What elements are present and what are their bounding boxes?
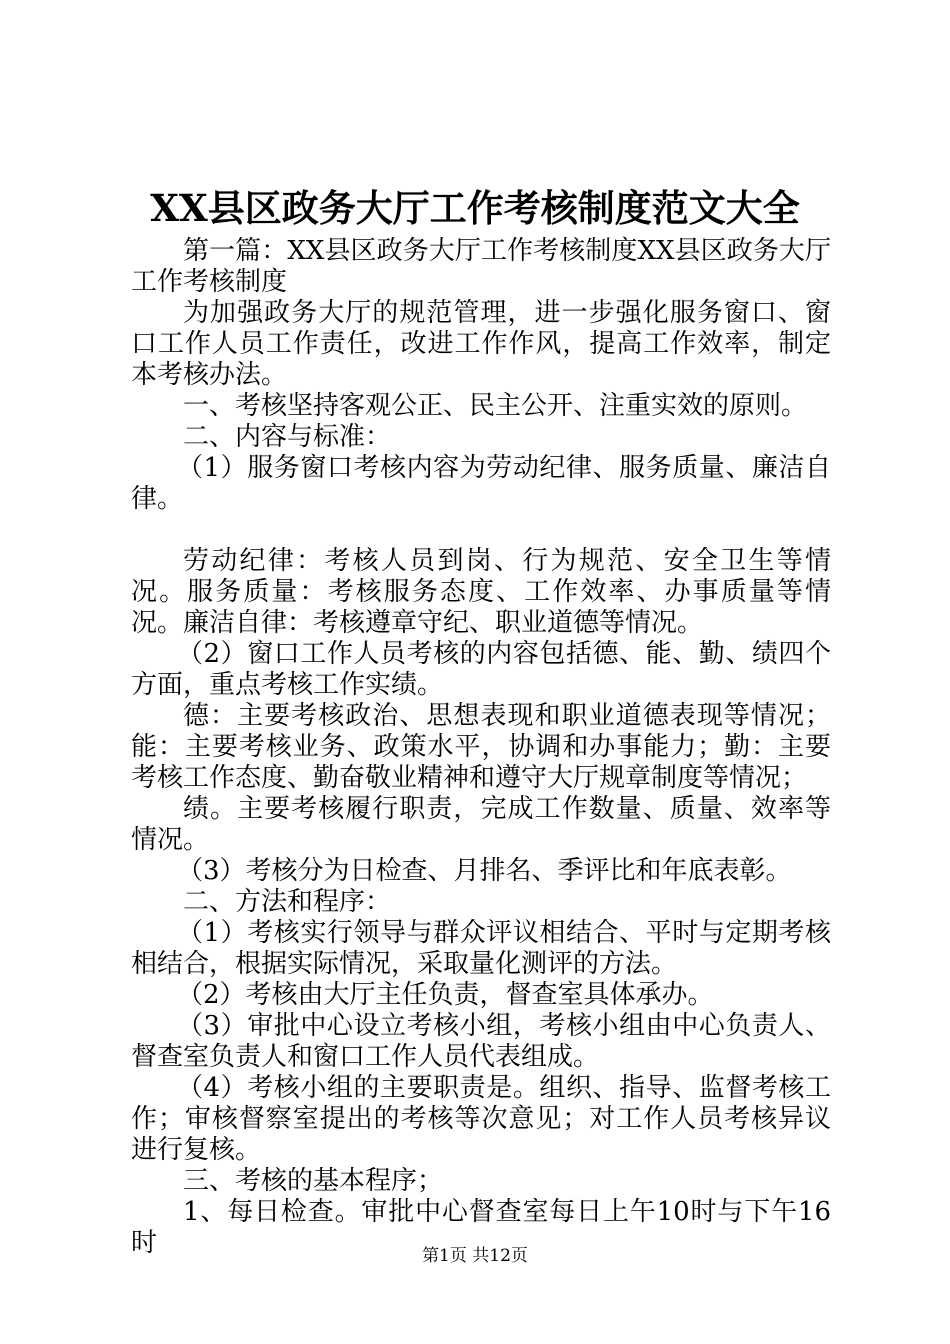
document-body xyxy=(131,236,831,1259)
paragraph-2: 为加强政务大厅的规范管理，进一步强化服务窗口、窗口工作人员工作责任，改进工作作风，提高工作效率，制定本考核办法。 xyxy=(131,298,831,390)
paragraph-14: （3）审批中心设立考核小组，考核小组由中心负责人、督查室负责人和窗口工作人员代表组成。 xyxy=(131,1011,831,1072)
paragraph-3: 一、考核坚持客观公正、民主公开、注重实效的原则。 xyxy=(183,391,808,421)
paragraph-11: 二、方法和程序： xyxy=(183,887,392,917)
paragraph-7: （2）窗口工作人员考核的内容包括德、能、勤、绩四个方面，重点考核工作实绩。 xyxy=(131,639,831,700)
paragraph-12: （1）考核实行领导与群众评议相结合、平时与定期考核相结合，根据实际情况，采取量化测评的方法。 xyxy=(131,918,831,979)
page-number-footer: 第1页 共12页 xyxy=(422,1246,528,1266)
paragraph-8: 德：主要考核政治、思想表现和职业道德表现等情况；能：主要考核业务、政策水平，协调和办事能力；勤：主要考核工作态度、勤奋敬业精神和遵守大厅规章制度等情况； xyxy=(131,701,831,793)
document-title: XX县区政务大厅工作考核制度范文大全 xyxy=(150,186,800,230)
paragraph-4: 二、内容与标准： xyxy=(183,422,392,452)
paragraph-15: （4）考核小组的主要职责是。组织、指导、监督考核工作；审核督察室提出的考核等次意见；对工作人员考核异议进行复核。 xyxy=(131,1073,831,1165)
paragraph-10: （3）考核分为日检查、月排名、季评比和年底表彰。 xyxy=(177,856,792,886)
paragraph-6: 劳动纪律：考核人员到岗、行为规范、安全卫生等情况。服务质量：考核服务态度、工作效率、办事质量等情况。廉洁自律：考核遵章守纪、职业道德等情况。 xyxy=(131,546,831,638)
paragraph-13: （2）考核由大厅主任负责，督查室具体承办。 xyxy=(177,980,714,1010)
paragraph-17: 1、每日检查。审批中心督查室每日上午10时与下午16时 xyxy=(131,1197,831,1258)
paragraph-1: 第一篇：XX县区政务大厅工作考核制度XX县区政务大厅工作考核制度 xyxy=(131,236,831,297)
paragraph-5: （1）服务窗口考核内容为劳动纪律、服务质量、廉洁自律。 xyxy=(131,453,831,514)
paragraph-16: 三、考核的基本程序； xyxy=(183,1166,444,1196)
paragraph-9: 绩。主要考核履行职责，完成工作数量、质量、效率等情况。 xyxy=(131,794,831,855)
